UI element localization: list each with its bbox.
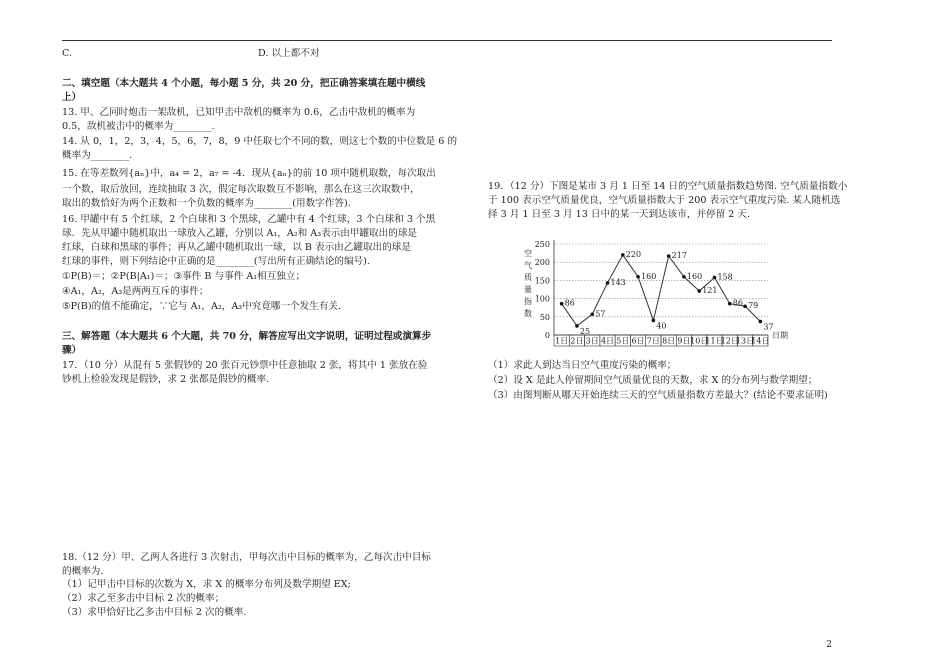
y-axis-label-char: 数: [524, 309, 532, 318]
aqi-line-chart: [520, 236, 790, 356]
q15-line1: 15. 在等差数列{aₙ}中，a₄ = 2，a₇ = -4．现从{aₙ}的前 10 项中随机取数，每次取出: [62, 168, 436, 179]
data-point: [697, 289, 701, 293]
data-label: 25: [579, 326, 591, 336]
x-tick-label: 11日: [705, 336, 724, 346]
y-tick-label: 150: [534, 276, 550, 286]
x-tick-label: 7日: [646, 336, 660, 346]
y-tick-label: 0: [544, 331, 550, 340]
q16-line2: 球．先从甲罐中随机取出一球放入乙罐，分别以 A₁，A₂和 A₃表示由甲罐取出的球是: [62, 228, 418, 239]
y-axis-label-char: 质: [524, 273, 532, 282]
data-label: 37: [763, 322, 774, 332]
q16-line1: 16. 甲罐中有 5 个红球，2 个白球和 3 个黑球，乙罐中有 4 个红球，3 个白球和 3 个黑: [62, 214, 436, 225]
y-tick-label: 50: [539, 312, 550, 322]
data-point: [728, 302, 732, 306]
option-c: C.: [62, 48, 73, 59]
x-axis-label: 日期: [772, 331, 788, 340]
data-label: 40: [656, 321, 667, 331]
option-d: D. 以上都不对: [258, 48, 320, 59]
x-tick-label: 10日: [690, 336, 709, 346]
q18-line2: 的概率为.: [62, 566, 104, 577]
data-point: [621, 253, 625, 257]
q14-line1: 14. 从 0，1，2，3，4，5，6，7，8，9 中任取七个不同的数，则这七个数的中位数是 6 的: [62, 136, 458, 147]
q18-sub2: （2）求乙至多击中目标 2 次的概率；: [62, 593, 225, 604]
q18-line1: 18.（12 分）甲、乙两人各进行 3 次射击，甲每次击中目标的概率为，乙每次击中目标: [62, 552, 431, 563]
x-tick-label: 5日: [616, 336, 630, 346]
x-tick-label: 9日: [677, 336, 691, 346]
data-point: [575, 324, 579, 328]
y-axis-label-char: 气: [524, 261, 532, 270]
x-tick-label: 8日: [662, 336, 676, 346]
section3-heading-line1: 三、解答题（本大题共 6 个大题，共 70 分，解答应写出文字说明，证明过程或演算步: [62, 331, 432, 342]
data-label: 217: [671, 251, 687, 261]
data-point: [590, 312, 594, 316]
section2-heading-line2: 上）: [62, 92, 82, 103]
x-tick-label: 1日: [555, 336, 569, 346]
q15-line2: 一个数，取后放回，连续抽取 3 次，假定每次取数互不影响，那么在这三次取数中，: [62, 184, 420, 195]
q16-line4: 红球的事件，则下列结论中正确的是________(写出所有正确结论的编号).: [62, 256, 370, 267]
section2-heading-line1: 二、填空题（本大题共 4 个小题，每小题 5 分，共 20 分，把正确答案填在题中横线: [62, 78, 426, 89]
data-point: [759, 320, 763, 324]
y-axis-label-char: 量: [524, 285, 532, 294]
q19-sub3: （3）由图判断从哪天开始连续三天的空气质量指数方差最大？(结论不要求证明): [488, 390, 828, 401]
q17-line1: 17．（10 分）从混有 5 张假钞的 20 张百元钞票中任意抽取 2 张，将其中 1 张放在验: [62, 360, 428, 371]
q19-sub1: （1）求此人到达当日空气重度污染的概率；: [488, 360, 677, 371]
y-tick-label: 200: [534, 258, 550, 268]
q16-line6: ④A₁，A₂，A₃是两两互斥的事件；: [62, 286, 209, 297]
y-axis-label-char: 指: [524, 297, 532, 306]
q19-line3: 择 3 月 1 日至 3 月 13 日中的某一天到达该市，并停留 2 天.: [488, 209, 751, 220]
data-label: 79: [748, 301, 759, 311]
x-tick-label: 4日: [600, 336, 615, 346]
x-tick-label: 3日: [585, 336, 599, 346]
data-point: [652, 319, 656, 323]
data-label: 121: [702, 285, 718, 295]
data-point: [636, 275, 640, 279]
data-label: 160: [641, 271, 657, 281]
q16-line3: 红球，白球和黑球的事件；再从乙罐中随机取出一球，以 B 表示由乙罐取出的球是: [62, 242, 411, 253]
x-tick-label: 14日: [751, 336, 770, 346]
data-label: 158: [717, 272, 733, 282]
q15-line3: 取出的数恰好为两个正数和一个负数的概率为________(用数字作答).: [62, 198, 351, 209]
data-label: 57: [595, 309, 606, 319]
x-tick-label: 13日: [735, 336, 755, 346]
header-rule: [62, 40, 832, 41]
q19-line1: 19．（12 分）下图是某市 3 月 1 日至 14 日的空气质量指数趋势图. 空气质量指数小: [488, 181, 848, 192]
x-tick-label: 12日: [720, 336, 739, 346]
data-point: [667, 254, 671, 258]
q13-line1: 13. 甲、乙同时炮击一架敌机，已知甲击中敌机的概率为 0.6，乙击中敌机的概率为: [62, 107, 416, 118]
y-tick-label: 100: [534, 294, 550, 304]
q18-sub1: （1）记甲击中目标的次数为 X，求 X 的概率分布列及数学期望 EX;: [62, 579, 351, 590]
q13-line2: 0.5，敌机被击中的概率为________.: [62, 121, 215, 132]
data-point: [713, 276, 717, 280]
data-label: 160: [686, 271, 703, 281]
q16-line7: ⑤P(B)的值不能确定，∵它与 A₁，A₂，A₃中究竟哪一个发生有关.: [62, 301, 342, 312]
y-tick-label: 250: [534, 240, 550, 249]
q16-line5: ①P(B)＝；②P(B|A₁)＝；③事件 B 与事件 A₁相互独立；: [62, 271, 306, 282]
x-tick-label: 2日: [570, 336, 584, 346]
data-point: [606, 281, 610, 285]
x-tick-label: 6日: [631, 336, 645, 346]
data-point: [743, 304, 747, 308]
data-point: [560, 302, 564, 306]
q19-line2: 于 100 表示空气质量优良，空气质量指数大于 200 表示空气重度污染. 某人随机选: [488, 195, 841, 206]
section3-heading-line2: 骤）: [62, 345, 82, 356]
q14-line2: 概率为________.: [62, 150, 133, 161]
q19-sub2: （2）设 X 是此人停留期间空气质量优良的天数，求 X 的分布列与数学期望；: [488, 375, 818, 386]
data-label: 143: [610, 277, 626, 287]
q17-line2: 钞机上检验发现是假钞，求 2 张都是假钞的概率.: [62, 374, 270, 385]
q18-sub3: （3）求甲恰好比乙多击中目标 2 次的概率.: [62, 607, 247, 618]
data-point: [682, 275, 686, 279]
y-axis-label-char: 空: [524, 249, 532, 258]
page-number: 2: [826, 640, 832, 650]
data-label: 86: [564, 298, 575, 308]
data-label: 220: [625, 249, 642, 259]
data-label: 86: [732, 298, 743, 308]
